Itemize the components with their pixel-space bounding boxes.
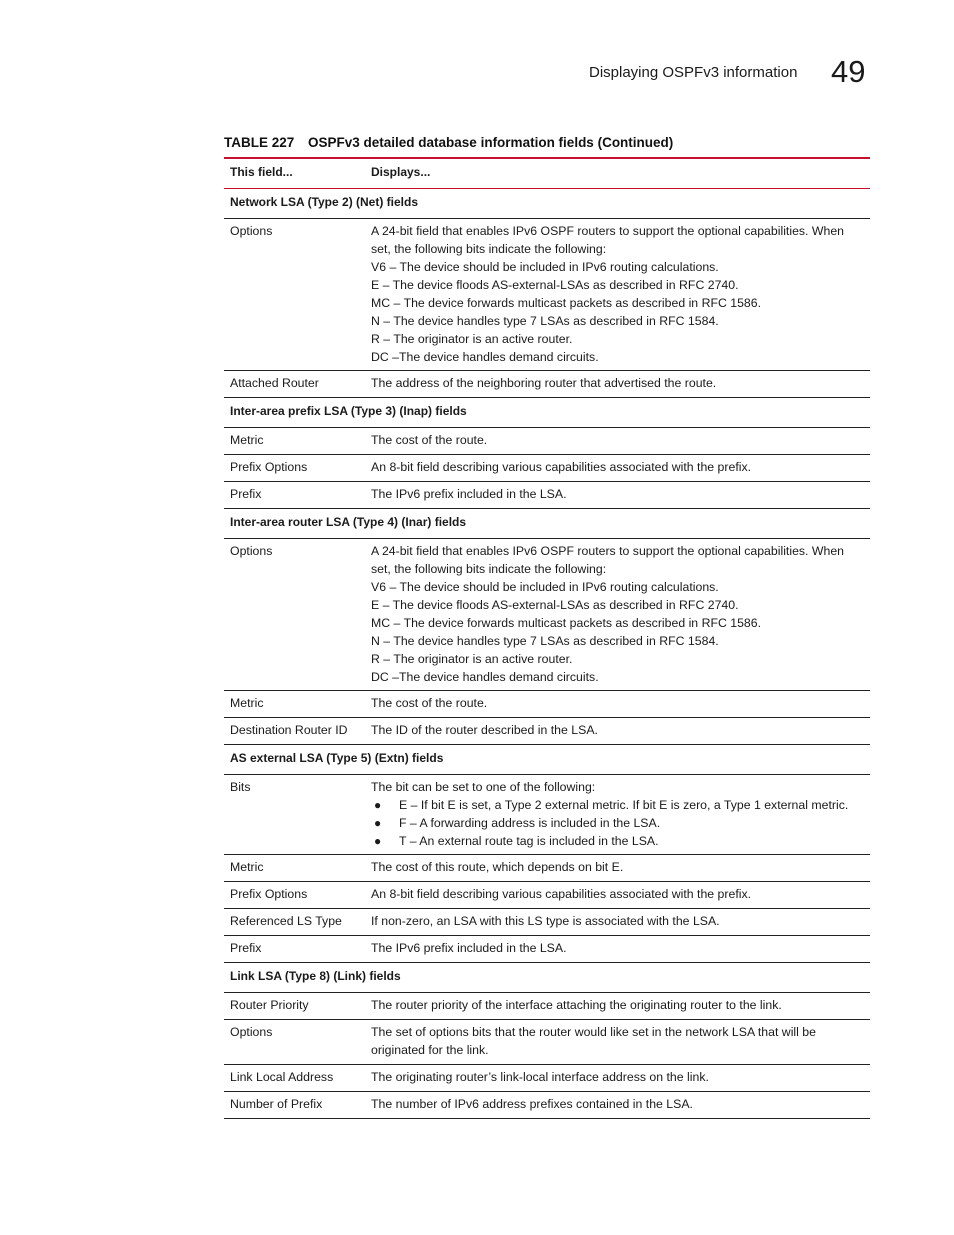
fields-table-container xyxy=(224,157,870,1119)
field-name: Referenced LS Type xyxy=(224,909,365,936)
description-line: A 24-bit field that enables IPv6 OSPF routers to support the optional capabilities. When xyxy=(371,224,845,238)
bullet-text: F – A forwarding address is included in the LSA. xyxy=(399,816,661,830)
field-name: Bits xyxy=(224,775,365,855)
section-header-net xyxy=(224,189,870,219)
description-line: The bit can be set to one of the following: xyxy=(371,780,596,794)
section-title: Inter-area prefix LSA (Type 3) (Inap) fields xyxy=(224,398,870,428)
bullet-list xyxy=(371,796,864,850)
description-line: N – The device handles type 7 LSAs as described in RFC 1584. xyxy=(371,314,719,328)
description-line: originated for the link. xyxy=(371,1043,489,1057)
field-description xyxy=(365,539,870,691)
section-header-inar xyxy=(224,509,870,539)
section-title: Network LSA (Type 2) (Net) fields xyxy=(224,189,870,219)
section-title: AS external LSA (Type 5) (Extn) fields xyxy=(224,745,870,775)
field-name: Metric xyxy=(224,855,365,882)
field-description xyxy=(365,1020,870,1065)
field-description: The IPv6 prefix included in the LSA. xyxy=(365,482,870,509)
description-line: R – The originator is an active router. xyxy=(371,332,573,346)
field-description: An 8-bit field describing various capabilities associated with the prefix. xyxy=(365,455,870,482)
field-name: Destination Router ID xyxy=(224,718,365,745)
field-description xyxy=(365,219,870,371)
description-line: The set of options bits that the router would like set in the network LSA that will be xyxy=(371,1025,816,1039)
description-line: DC –The device handles demand circuits. xyxy=(371,670,599,684)
description-line: MC – The device forwards multicast packets as described in RFC 1586. xyxy=(371,296,762,310)
table-header-row xyxy=(224,159,870,189)
description-line: N – The device handles type 7 LSAs as described in RFC 1584. xyxy=(371,634,719,648)
field-name: Metric xyxy=(224,691,365,718)
section-header-link xyxy=(224,963,870,993)
table-row xyxy=(224,1092,870,1119)
running-head-title: Displaying OSPFv3 information xyxy=(589,64,798,81)
field-description: The cost of the route. xyxy=(365,428,870,455)
field-description: The originating router’s link-local interface address on the link. xyxy=(365,1065,870,1092)
description-line: A 24-bit field that enables IPv6 OSPF routers to support the optional capabilities. When xyxy=(371,544,845,558)
description-line: E – The device floods AS-external-LSAs as described in RFC 2740. xyxy=(371,598,739,612)
bullet-item xyxy=(371,796,864,814)
field-description: The router priority of the interface attaching the originating router to the link. xyxy=(365,993,870,1020)
section-header-extn xyxy=(224,745,870,775)
field-name: Link Local Address xyxy=(224,1065,365,1092)
table-row xyxy=(224,936,870,963)
description-line: set, the following bits indicate the following: xyxy=(371,562,607,576)
bullet-item xyxy=(371,832,864,850)
table-caption xyxy=(224,135,673,150)
table-row xyxy=(224,909,870,936)
description-line: MC – The device forwards multicast packets as described in RFC 1586. xyxy=(371,616,762,630)
chapter-number: 49 xyxy=(831,54,866,89)
description-line: DC –The device handles demand circuits. xyxy=(371,350,599,364)
table-row xyxy=(224,455,870,482)
table-row xyxy=(224,482,870,509)
field-name: Prefix xyxy=(224,936,365,963)
description-line: E – The device floods AS-external-LSAs as described in RFC 2740. xyxy=(371,278,739,292)
table-row xyxy=(224,1065,870,1092)
field-name: Prefix xyxy=(224,482,365,509)
field-description: The cost of the route. xyxy=(365,691,870,718)
table-title: OSPFv3 detailed database information fields (Continued) xyxy=(308,135,674,150)
table-row xyxy=(224,371,870,398)
table-row xyxy=(224,428,870,455)
table-row xyxy=(224,718,870,745)
table-row xyxy=(224,219,870,371)
field-name: Number of Prefix xyxy=(224,1092,365,1119)
field-name: Metric xyxy=(224,428,365,455)
bullet-icon: ● xyxy=(374,816,382,830)
table-row xyxy=(224,691,870,718)
field-name: Prefix Options xyxy=(224,455,365,482)
field-name: Options xyxy=(224,1020,365,1065)
field-description: The ID of the router described in the LSA. xyxy=(365,718,870,745)
field-description: An 8-bit field describing various capabilities associated with the prefix. xyxy=(365,882,870,909)
description-line: set, the following bits indicate the following: xyxy=(371,242,607,256)
bullet-item xyxy=(371,814,864,832)
field-description: The cost of this route, which depends on bit E. xyxy=(365,855,870,882)
fields-table xyxy=(224,159,870,1119)
table-number: TABLE 227 xyxy=(224,135,295,150)
field-description xyxy=(365,775,870,855)
table-row xyxy=(224,882,870,909)
description-line: R – The originator is an active router. xyxy=(371,652,573,666)
section-title: Link LSA (Type 8) (Link) fields xyxy=(224,963,870,993)
description-line: V6 – The device should be included in IPv6 routing calculations. xyxy=(371,580,719,594)
description-line: V6 – The device should be included in IPv6 routing calculations. xyxy=(371,260,719,274)
field-name: Prefix Options xyxy=(224,882,365,909)
table-row xyxy=(224,993,870,1020)
bullet-text: E – If bit E is set, a Type 2 external metric. If bit E is zero, a Type 1 external metric. xyxy=(399,798,849,812)
column-header-field: This field... xyxy=(224,159,365,189)
table-row xyxy=(224,1020,870,1065)
column-header-displays: Displays... xyxy=(365,159,870,189)
bullet-icon: ● xyxy=(374,834,382,848)
field-name: Attached Router xyxy=(224,371,365,398)
field-description: The address of the neighboring router that advertised the route. xyxy=(365,371,870,398)
table-row xyxy=(224,855,870,882)
field-description: The IPv6 prefix included in the LSA. xyxy=(365,936,870,963)
section-header-inap xyxy=(224,398,870,428)
field-name: Options xyxy=(224,539,365,691)
table-row xyxy=(224,539,870,691)
field-name: Options xyxy=(224,219,365,371)
table-row xyxy=(224,775,870,855)
bullet-text: T – An external route tag is included in the LSA. xyxy=(399,834,659,848)
field-description: The number of IPv6 address prefixes contained in the LSA. xyxy=(365,1092,870,1119)
bullet-icon: ● xyxy=(374,798,382,812)
field-description: If non-zero, an LSA with this LS type is associated with the LSA. xyxy=(365,909,870,936)
section-title: Inter-area router LSA (Type 4) (Inar) fields xyxy=(224,509,870,539)
field-name: Router Priority xyxy=(224,993,365,1020)
